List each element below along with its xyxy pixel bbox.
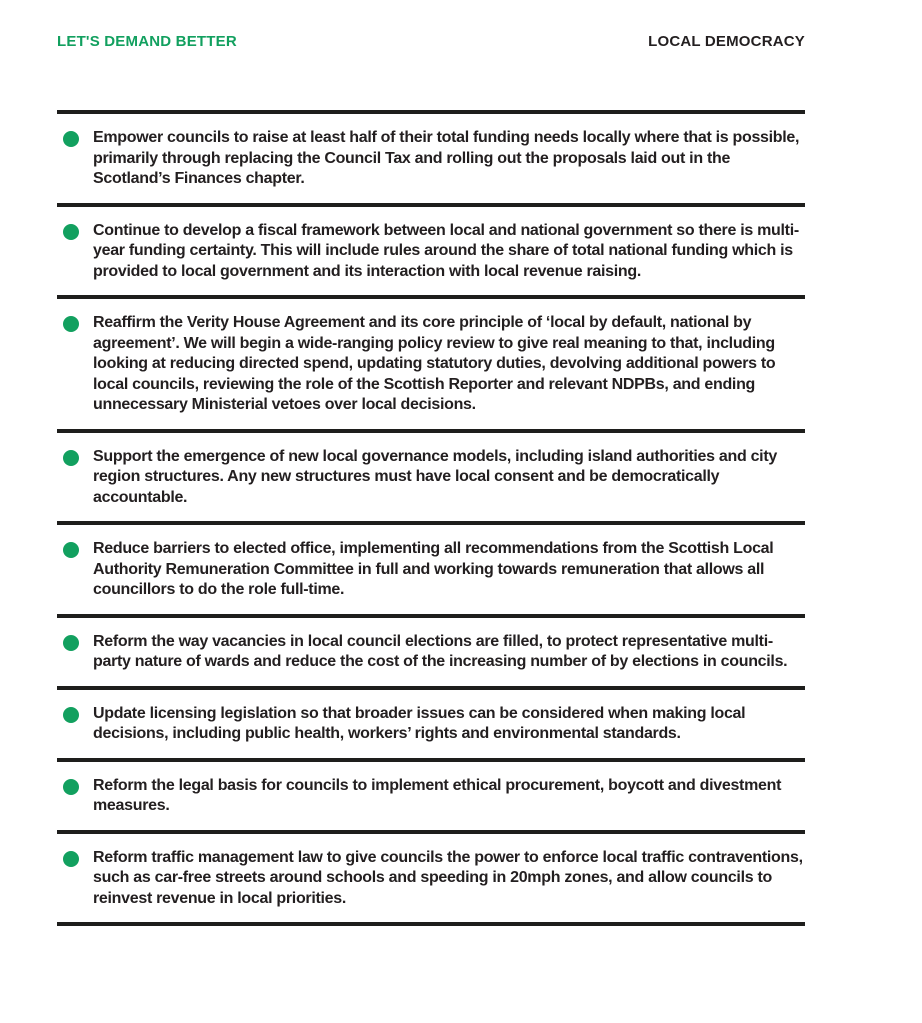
list-item-text: Empower councils to raise at least half of their total funding needs locally where that is possible, primarily through replacing the Council Tax and rolling out the proposals laid out in the Scotland’s Finances chapter. — [93, 129, 800, 187]
list-item-text: Support the emergence of new local governance models, including island authorities and city region structures. Any new structures must have local consent and be democratically accountable. — [93, 447, 777, 506]
bullet-dot-icon — [63, 635, 79, 651]
list-item-text: Reduce barriers to elected office, implementing all recommendations from the Scottish Local Authority Remuneration Committee in full and working towards remuneration that allows all councillors to do the role full-time. — [93, 540, 774, 598]
bullet-dot-icon — [63, 131, 79, 147]
list-item — [57, 758, 805, 830]
list-item — [57, 429, 805, 522]
list-item — [57, 614, 805, 686]
bullet-dot-icon — [63, 542, 79, 558]
list-item — [57, 521, 805, 614]
running-header-right: LOCAL DEMOCRACY — [648, 33, 805, 50]
page-header — [57, 33, 805, 50]
list-item — [57, 830, 805, 923]
bullet-dot-icon — [63, 707, 79, 723]
list-end-rule — [57, 922, 805, 926]
bullet-dot-icon — [63, 450, 79, 466]
list-item-text: Update licensing legislation so that broader issues can be considered when making local decisions, including public health, workers’ rights and environmental standards. — [93, 704, 746, 742]
bullet-dot-icon — [63, 316, 79, 332]
bullet-dot-icon — [63, 779, 79, 795]
list-item-text: Reaffirm the Verity House Agreement and its core principle of ‘local by default, national by agreement’. We will begin a wide-ranging policy review to give real meaning to that, including looking at reducing directed spend, updating statutory duties, devolving additional powers to local councils, reviewing the role of the Scottish Reporter and relevant NDPBs, and ending unnecessary Ministerial vetoes over local decisions. — [93, 314, 776, 413]
bullet-dot-icon — [63, 224, 79, 240]
bullet-dot-icon — [63, 851, 79, 867]
list-item-text: Reform the legal basis for councils to implement ethical procurement, boycott and divestment measures. — [93, 776, 782, 814]
running-header-left: LET'S DEMAND BETTER — [57, 33, 237, 50]
list-item — [57, 686, 805, 758]
list-item-text: Continue to develop a fiscal framework between local and national government so there is multi-year funding certainty. This will include rules around the share of total national funding which is provided to local government and its interaction with local revenue raising. — [93, 221, 799, 280]
list-item — [57, 110, 805, 203]
list-item-text: Reform the way vacancies in local council elections are filled, to protect representative multi-party nature of wards and reduce the cost of the increasing number of by elections in councils. — [93, 632, 788, 670]
list-item-text: Reform traffic management law to give councils the power to enforce local traffic contraventions, such as car-free streets around schools and speeding in 20mph zones, and allow councils to reinvest revenue in local priorities. — [93, 848, 803, 907]
list-item — [57, 203, 805, 296]
bullet-list — [57, 110, 805, 926]
list-item — [57, 295, 805, 429]
